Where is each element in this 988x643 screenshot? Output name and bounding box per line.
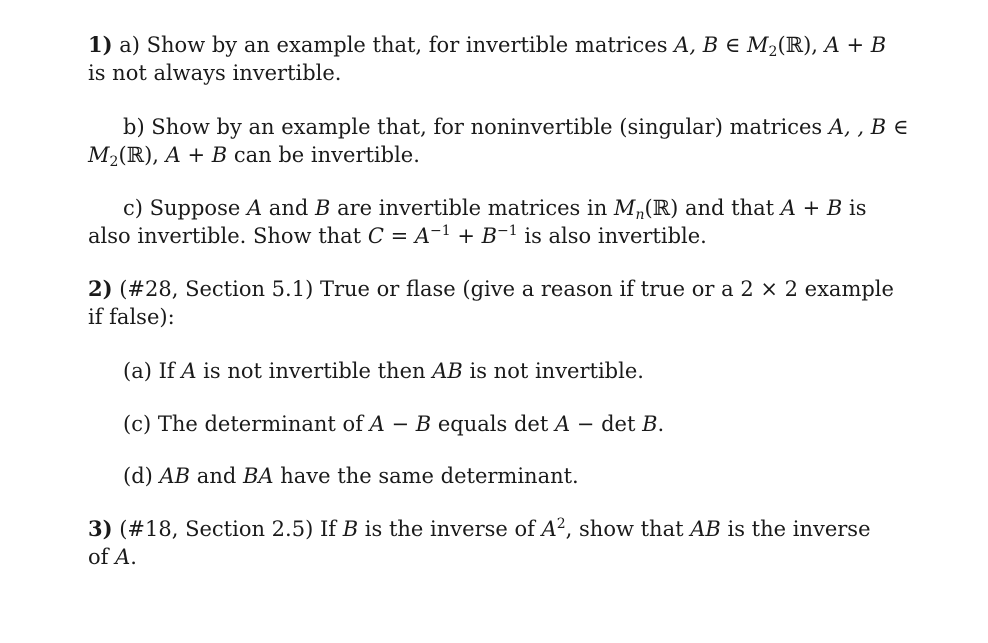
p1c-t5: is (842, 196, 867, 220)
p1b-math: A, , B (828, 115, 887, 139)
p1c-r: (ℝ) (644, 196, 679, 220)
p2-line1: (#28, Section 5.1) True or flase (give a reason if true or a 2 × 2 example (112, 277, 894, 301)
p2c-b: B (415, 412, 432, 436)
p3-t3: , show that (565, 517, 691, 541)
p1b-b: B (211, 143, 228, 167)
p1a-r: (ℝ), (777, 33, 825, 57)
problem-2-number: 2) (88, 276, 113, 301)
problem-3-line-2 (88, 544, 137, 570)
p3-sup: 2 (556, 516, 566, 532)
p2d-t3: have the same determinant. (273, 464, 579, 488)
p1a-in: ∈ (718, 33, 748, 57)
p1b-rest: can be invertible. (227, 143, 420, 167)
problem-1b-line-2 (88, 142, 420, 168)
p1b-a: A (165, 143, 181, 167)
p1c-a: A (246, 196, 263, 220)
p1c-a2: A (780, 196, 796, 220)
problem-2d (123, 463, 579, 489)
p2c-t1: (c) The determinant of (123, 412, 370, 436)
p1b-m: M (88, 143, 110, 167)
problem-1a-line-2: is not always invertible. (88, 61, 342, 85)
p2c-t4: . (657, 412, 665, 436)
p2a-t3: is not invertible. (462, 359, 644, 383)
problem-1c-line-2 (88, 223, 707, 249)
p1a-math-ab: A, B (674, 33, 719, 57)
p1b-r: (ℝ), (118, 143, 166, 167)
p1a-text: a) Show by an example that, for invertible matrices (119, 33, 675, 57)
p1b-sub: 2 (109, 154, 119, 170)
p1c-eq: = (383, 224, 415, 248)
p1c-t2: and (262, 196, 315, 220)
p1c-t3: are invertible matrices in (330, 196, 614, 220)
p1c-sub: n (635, 207, 645, 223)
p1c-b2: B (826, 196, 843, 220)
problem-2-line-1 (88, 276, 894, 302)
p1b-text: b) Show by an example that, for noninvertible (singular) matrices (123, 115, 829, 139)
p1c-c: C (367, 224, 384, 248)
p1a-sub: 2 (768, 44, 778, 60)
p1c-sup2: −1 (497, 223, 518, 239)
p1a-sum-a: A (824, 33, 840, 57)
p2d-t2: and (190, 464, 243, 488)
p1c-b: B (314, 196, 331, 220)
p2c-a2: A (554, 412, 571, 436)
p2c-t2: equals det (431, 412, 555, 436)
p3-l2-a: A (115, 545, 131, 569)
p2c-t3: − det (570, 412, 643, 436)
p3-a: A (541, 517, 557, 541)
p2c-a: A (369, 412, 385, 436)
p1a-plus: + (839, 33, 871, 57)
p2a-t1: (a) If (123, 359, 182, 383)
p2c-b2: B (642, 412, 658, 436)
p1c-sup1: −1 (430, 223, 451, 239)
p2a-a: A (181, 359, 197, 383)
p1c-l2-t2: is also invertible. (517, 224, 707, 248)
p1c-t4: and that (678, 196, 781, 220)
p2a-ab: AB (432, 359, 463, 383)
problem-2c (123, 411, 664, 437)
p2d-t1: (d) (123, 464, 160, 488)
p1c-l2-b: B (481, 224, 498, 248)
p2a-t2: is not invertible then (196, 359, 433, 383)
p1b-in: ∈ (886, 115, 909, 139)
cropped-text-fragment (200, 0, 260, 2)
problem-1c-line-1 (123, 195, 866, 221)
problem-3-number: 3) (88, 516, 113, 541)
problem-2-line-2: if false): (88, 305, 175, 329)
p1c-l2-t1: also invertible. Show that (88, 224, 368, 248)
problem-1a-line-1 (88, 32, 886, 58)
p2c-minus: − (384, 412, 416, 436)
p1c-t1: c) Suppose (123, 196, 247, 220)
p1b-plus: + (180, 143, 212, 167)
p3-l2-t2: . (130, 545, 137, 569)
p1c-m: M (613, 196, 636, 220)
p2d-ab: AB (159, 464, 191, 488)
problem-1-number: 1) (88, 32, 113, 57)
p1c-l2-plus: + (450, 224, 482, 248)
p3-t1: (#18, Section 2.5) If (112, 517, 343, 541)
p3-t2: is the inverse of (358, 517, 542, 541)
problem-1b-line-1 (123, 114, 908, 140)
problem-2a (123, 358, 644, 384)
p3-t4: is the inverse (720, 517, 871, 541)
p2d-ba: BA (242, 464, 274, 488)
p1a-sum-b: B (870, 33, 887, 57)
p1c-plus: + (795, 196, 827, 220)
p3-b: B (342, 517, 359, 541)
p3-ab: AB (690, 517, 721, 541)
p3-l2-t1: of (88, 545, 116, 569)
p1a-m: M (747, 33, 769, 57)
p1c-l2-a: A (414, 224, 431, 248)
problem-3-line-1 (88, 516, 871, 542)
